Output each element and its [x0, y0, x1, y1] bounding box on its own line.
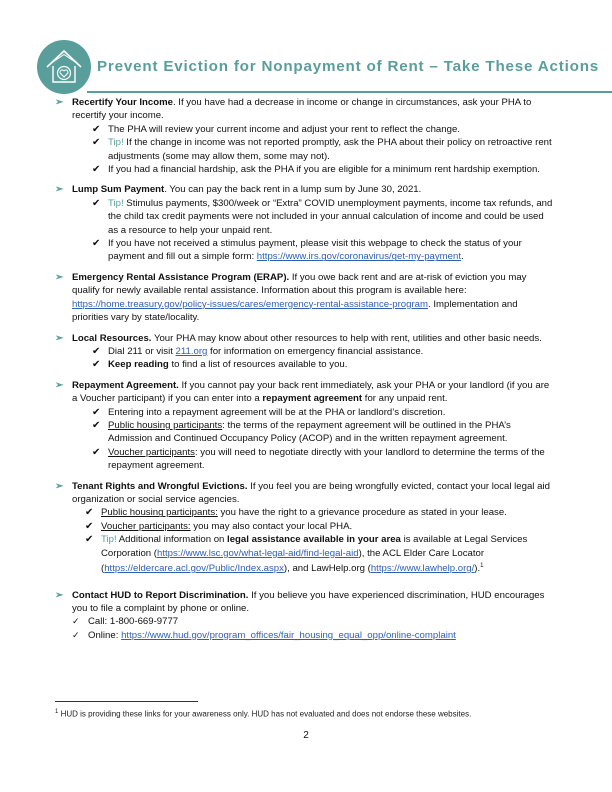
checkmark-icon: ✔ — [92, 137, 101, 149]
checkmark-icon: ✔ — [92, 419, 101, 431]
section-contact-hud — [55, 589, 555, 643]
item-underlined-label: Public housing participants — [108, 419, 223, 431]
section-heading: Recertify Your Income — [72, 97, 173, 108]
item-text-after: . — [461, 251, 464, 263]
lsc-legal-aid-link[interactable]: https://www.lsc.gov/what-legal-aid/find-legal-aid — [157, 547, 359, 559]
arrow-bullet-icon: ➢ — [55, 589, 64, 601]
list-item — [92, 123, 555, 136]
section-heading: Lump Sum Payment — [72, 184, 165, 196]
item-text: Online: — [88, 629, 122, 641]
section-heading: Tenant Rights and Wrongful Evictions. — [72, 480, 248, 492]
section-lump-sum-payment — [55, 183, 555, 263]
irs-payment-link[interactable]: https://www.irs.gov/coronavirus/get-my-payment — [256, 251, 461, 263]
treasury-erap-link[interactable]: https://home.treasury.gov/policy-issues/cares/emergency-rental-assistance-program — [72, 298, 428, 310]
hud-online-complaint-link[interactable]: https://www.hud.gov/program_offices/fair_housing_equal_opp/online-complaint — [121, 629, 456, 641]
section-recertify-income — [55, 96, 555, 176]
211-link[interactable]: 211.org — [175, 345, 208, 357]
arrow-bullet-icon: ➢ — [55, 332, 64, 344]
item-text-after: for information on emergency financial assistance. — [207, 345, 424, 357]
item-text: ). — [474, 563, 481, 575]
section-heading: Repayment Agreement. — [72, 379, 179, 391]
section-erap — [55, 271, 555, 325]
footnote-marker: 1 — [55, 709, 59, 715]
item-text: Dial 211 or visit — [108, 345, 176, 357]
item-underlined-label: Voucher participants — [108, 446, 195, 458]
eldercare-locator-link[interactable]: https://eldercare.acl.gov/Public/Index.aspx — [104, 563, 284, 575]
list-item — [92, 358, 555, 371]
section-text: If you owe back rent and are at-risk of eviction you may qualify for newly available rental assistance. Information about this program is available here: — [72, 271, 527, 297]
section-repayment-agreement — [55, 379, 555, 473]
arrow-bullet-icon: ➢ — [55, 97, 64, 108]
page-title: Prevent Eviction for Nonpayment of Rent – Take These Actions — [97, 58, 600, 75]
section-bold-text: repayment agreement — [262, 393, 363, 405]
list-item — [85, 506, 555, 519]
item-text: If you had a financial hardship, ask the PHA if you are eligible for a minimum rent hardship exemption. — [108, 164, 540, 176]
page-number: 2 — [303, 730, 309, 741]
section-text: If you cannot pay your back rent immediately, ask your PHA or your landlord (if you are a Voucher participant) if you can enter into a — [72, 379, 550, 405]
list-item — [92, 197, 555, 237]
checkmark-icon: ✔ — [92, 123, 101, 135]
list-item — [92, 406, 555, 419]
item-bold-text: legal assistance available in your area — [227, 534, 401, 546]
item-text: is available at Legal Services Corporation ( — [101, 534, 528, 559]
checkmark-icon: ✔ — [92, 345, 101, 357]
item-text: If the change in income was not reported promptly, ask the PHA about their policy on retroactive rent adjustments (some may allow them, some may not). — [108, 137, 552, 162]
checkmark-icon: ✔ — [92, 164, 101, 176]
list-item — [92, 446, 555, 473]
section-text-after: . Implementation and priorities vary by state/locality. — [72, 298, 518, 324]
arrow-bullet-icon: ➢ — [55, 271, 64, 283]
section-text: . You can pay the back rent in a lump sum by June 30, 2021. — [164, 184, 422, 196]
section-heading: Emergency Rental Assistance Program (ERAP). — [72, 271, 290, 283]
item-bold-text: Keep reading — [108, 359, 169, 371]
document-body — [55, 96, 555, 647]
section-text: If you believe you have experienced discrimination, HUD encourages you to file a complaint by phone or online. — [72, 589, 545, 614]
item-text: The PHA will review your current income and adjust your rent to reflect the change. — [108, 123, 460, 135]
house-heart-icon — [37, 40, 91, 94]
footnote-text: HUD is providing these links for your awareness only. HUD has not evaluated and does not endorse these websites. — [58, 709, 472, 719]
list-item — [92, 345, 555, 358]
arrow-bullet-icon: ➢ — [55, 480, 64, 492]
lawhelp-link[interactable]: https://www.lawhelp.org/ — [370, 563, 475, 575]
section-tenant-rights — [55, 480, 555, 576]
item-text: ), and LawHelp.org ( — [283, 563, 371, 575]
list-item — [85, 533, 555, 575]
checkmark-icon: ✔ — [85, 507, 94, 519]
checkmark-icon: ✔ — [85, 520, 94, 532]
tip-label: Tip! — [108, 197, 124, 209]
footnote-divider — [55, 701, 198, 702]
arrow-bullet-icon: ➢ — [55, 379, 64, 391]
footnote-reference[interactable]: 1 — [480, 563, 484, 569]
tip-label: Tip! — [108, 137, 124, 149]
footnote — [55, 709, 471, 719]
list-item — [85, 520, 555, 533]
list-item — [92, 419, 555, 446]
list-item — [72, 615, 555, 628]
item-text: ), the ACL Elder Care Locator ( — [101, 547, 485, 575]
hud-phone: Call: 1-800-669-9777 — [88, 616, 179, 628]
tip-label: Tip! — [101, 534, 117, 546]
checkmark-icon: ✔ — [92, 446, 101, 458]
title-underline — [87, 91, 612, 93]
list-item — [72, 629, 555, 642]
checkmark-icon: ✔ — [92, 238, 101, 250]
checkmark-icon: ✓ — [72, 629, 80, 640]
item-text: Entering into a repayment agreement will be at the PHA or landlord’s discretion. — [108, 406, 446, 418]
list-item — [92, 163, 555, 176]
item-text: : the terms of the repayment agreement will be outlined in the PHA’s Admission and Continued Occupancy Policy (ACOP) and in the written repayment agreement. — [108, 419, 511, 445]
item-text: you have the right to a grievance procedure as stated in your lease. — [217, 507, 507, 519]
item-underlined-label: Voucher participants: — [101, 520, 191, 532]
section-text: If you feel you are being wrongfully evicted, contact your local legal aid organization or social service agencies. — [72, 480, 550, 505]
section-text: . If you have had a decrease in income or change in circumstances, ask your PHA to recertify your income. — [72, 97, 532, 122]
checkmark-icon: ✔ — [85, 534, 94, 546]
item-text: Stimulus payments, $300/week or “Extra” COVID unemployment payments, income tax refunds, and the child tax credit payments were not included in your annual calculation of income and could be used as a resource to help your unpaid rent. — [108, 197, 553, 236]
item-text: : you will need to negotiate directly with your landlord to determine the terms of the repayment agreement. — [108, 446, 545, 472]
arrow-bullet-icon: ➢ — [55, 184, 64, 196]
section-local-resources — [55, 332, 555, 372]
section-text: Your PHA may know about other resources to help with rent, utilities and other basic needs. — [151, 332, 542, 344]
section-heading: Contact HUD to Report Discrimination. — [72, 589, 249, 601]
checkmark-icon: ✔ — [92, 197, 101, 209]
item-text: to find a list of resources available to you. — [168, 359, 348, 371]
list-item — [92, 237, 555, 264]
item-underlined-label: Public housing participants: — [101, 507, 218, 519]
checkmark-icon: ✔ — [92, 406, 101, 418]
section-text-after: for any unpaid rent. — [362, 393, 448, 405]
item-text: you may also contact your local PHA. — [190, 520, 353, 532]
page-header — [37, 40, 600, 96]
section-heading: Local Resources. — [72, 332, 152, 344]
checkmark-icon: ✓ — [72, 616, 80, 627]
item-text: Additional information on — [116, 534, 228, 546]
list-item — [92, 136, 555, 163]
item-text: If you have not received a stimulus payment, please visit this webpage to check the status of your payment and fill out a simple form: — [108, 238, 522, 263]
checkmark-icon: ✔ — [92, 359, 101, 371]
